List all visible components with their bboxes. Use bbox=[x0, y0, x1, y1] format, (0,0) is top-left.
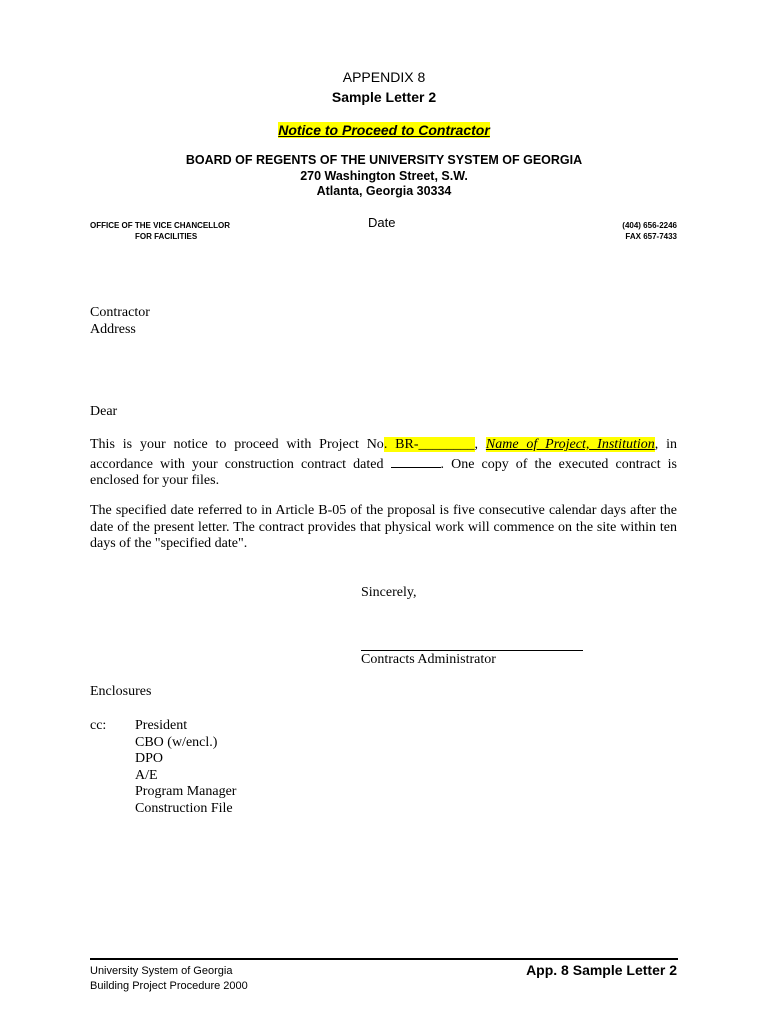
office-block bbox=[90, 220, 230, 242]
recipient-name: Contractor bbox=[90, 305, 150, 320]
sample-letter-heading: Sample Letter 2 bbox=[331, 89, 437, 105]
organization-street: 270 Washington Street, S.W. bbox=[300, 169, 468, 183]
cc-item: Program Manager bbox=[135, 784, 237, 800]
p1-start: This is your notice to proceed with Project No bbox=[90, 437, 384, 452]
office-line-2: FOR FACILITIES bbox=[135, 232, 198, 241]
cc-item: A/E bbox=[135, 767, 158, 783]
contract-date-blank bbox=[391, 454, 441, 468]
cc-item: Construction File bbox=[135, 800, 233, 816]
fax-number: FAX 657-7433 bbox=[625, 232, 677, 241]
project-name: Name of Project, Institution bbox=[485, 437, 655, 452]
organization-city: Atlanta, Georgia 30334 bbox=[316, 184, 452, 198]
recipient-address: Address bbox=[90, 321, 136, 337]
p1-comma: , bbox=[474, 437, 486, 452]
p1-mid: , in accordance with your construction contract dated bbox=[90, 437, 677, 472]
recipient-block bbox=[90, 305, 150, 338]
notice-title-wrap bbox=[0, 122, 768, 140]
cc-label: cc: bbox=[90, 718, 107, 733]
appendix-heading: APPENDIX 8 bbox=[342, 69, 426, 85]
office-line-1: OFFICE OF THE VICE CHANCELLOR bbox=[90, 221, 230, 230]
salutation: Dear bbox=[90, 404, 118, 419]
enclosures-label: Enclosures bbox=[90, 684, 152, 699]
signer-title: Contracts Administrator bbox=[361, 652, 496, 667]
cc-item: CBO (w/encl.) bbox=[135, 734, 218, 750]
date-field: Date bbox=[368, 215, 396, 230]
cc-item: DPO bbox=[135, 751, 164, 767]
notice-title: Notice to Proceed to Contractor bbox=[278, 122, 490, 138]
footer-line-2: Building Project Procedure 2000 bbox=[90, 980, 248, 992]
cc-list bbox=[135, 718, 236, 818]
organization-name: BOARD OF REGENTS OF THE UNIVERSITY SYSTEM OF GEORGIA bbox=[185, 153, 583, 167]
closing: Sincerely, bbox=[361, 585, 417, 600]
contact-block bbox=[622, 220, 677, 242]
cc-item: President bbox=[135, 718, 188, 733]
phone-number: (404) 656-2246 bbox=[622, 221, 677, 230]
paragraph-specified-date: The specified date referred to in Article B-05 of the proposal is five consecutive calendar days after the date of the present letter. The contract provides that physical work will commence on the site within ten days of the "specified date". bbox=[90, 503, 677, 552]
signature-line bbox=[361, 650, 583, 651]
footer-left bbox=[90, 964, 248, 994]
paragraph-notice bbox=[90, 437, 677, 490]
p1-end: . One copy of the executed contract is enclosed for your files. bbox=[90, 456, 677, 489]
footer-page-label: App. 8 Sample Letter 2 bbox=[526, 962, 677, 978]
footer-line-1: University System of Georgia bbox=[90, 965, 233, 977]
project-number: . BR-________ bbox=[383, 437, 475, 452]
footer-divider bbox=[90, 958, 678, 960]
